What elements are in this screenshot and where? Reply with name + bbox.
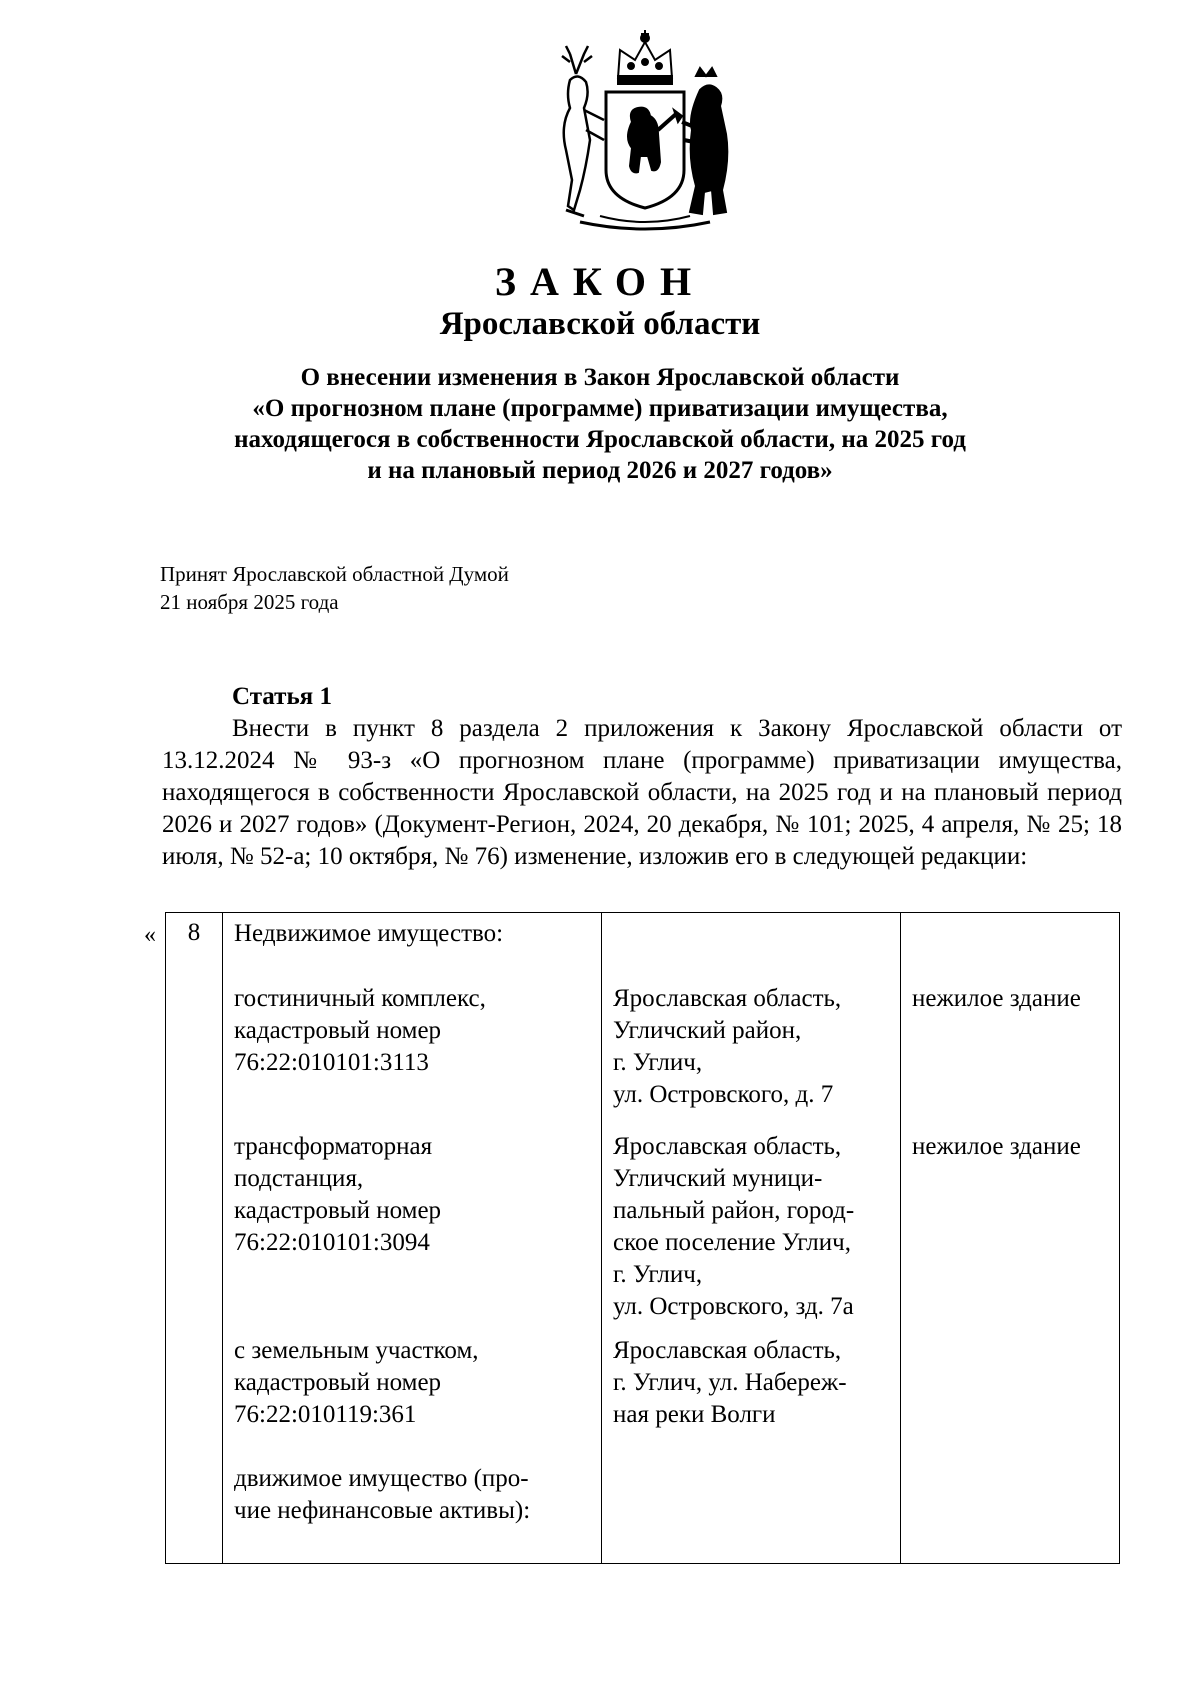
table-cell-address: Ярославская область, Угличский район, г. Углич, ул. Островского, д. 7 <box>613 985 842 1108</box>
adoption-date: 21 ноября 2025 года <box>160 590 339 614</box>
coat-of-arms-emblem <box>540 30 750 240</box>
table-cell-type: нежилое здание <box>912 985 1081 1012</box>
table-cell-address: Ярославская область, Угличский муници- пальный район, город- ское поселение Углич, г. Углич, ул. Островского, зд. 7а <box>613 1133 855 1320</box>
law-region: Ярославской области <box>439 306 761 342</box>
adoption-body: Принят Ярославской областной Думой <box>160 562 509 586</box>
law-subject-line: и на плановый период 2026 и 2027 годов» <box>367 457 833 484</box>
law-subject <box>150 362 1050 486</box>
table-section-heading: Недвижимое имущество: <box>234 920 504 947</box>
table-cell-description: гостиничный комплекс, кадастровый номер 76:22:010101:3113 <box>234 985 486 1076</box>
law-title: ЗАКОН <box>494 259 706 304</box>
table-item-number: 8 <box>187 919 201 946</box>
article-heading: Статья 1 <box>232 683 332 710</box>
table-open-quote: « <box>144 922 156 948</box>
table-column-divider <box>601 913 602 1563</box>
table-cell-description: с земельным участком, кадастровый номер 76:22:010119:361 <box>234 1337 479 1428</box>
adoption-note <box>160 560 509 616</box>
table-cell-type: нежилое здание <box>912 1133 1081 1160</box>
table-cell-address: Ярославская область, г. Углич, ул. Набереж- ная реки Волги <box>613 1337 847 1428</box>
law-subject-line: находящегося в собственности Ярославской области, на 2025 год <box>234 426 966 453</box>
law-subject-line: О внесении изменения в Закон Ярославской области <box>300 364 900 391</box>
law-subject-line: «О прогнозном плане (программе) приватизации имущества, <box>252 395 948 422</box>
table-column-divider <box>900 913 901 1563</box>
table-cell-description: трансформаторная подстанция, кадастровый номер 76:22:010101:3094 <box>234 1133 442 1256</box>
property-table <box>165 912 1120 1564</box>
article-text: Внести в пункт 8 раздела 2 приложения к Закону Ярославской области от 13.12.2024 № 93-з «О прогнозном плане (программе) приватизации имущества, находящегося в собственности Ярославской области, на 2025 год и на плановый период 2026 и 2027 годов» (Документ-Регион, 2024, 20 декабря, № 101; 2025, 4 апреля, № 25; 18 июля, № 52-а; 10 октября, № 76) изменение, изложив его в следующей редакции: <box>162 715 1122 870</box>
table-cell-movable-property: движимое имущество (про- чие нефинансовые активы): <box>234 1465 531 1524</box>
table-column-divider <box>222 913 223 1563</box>
